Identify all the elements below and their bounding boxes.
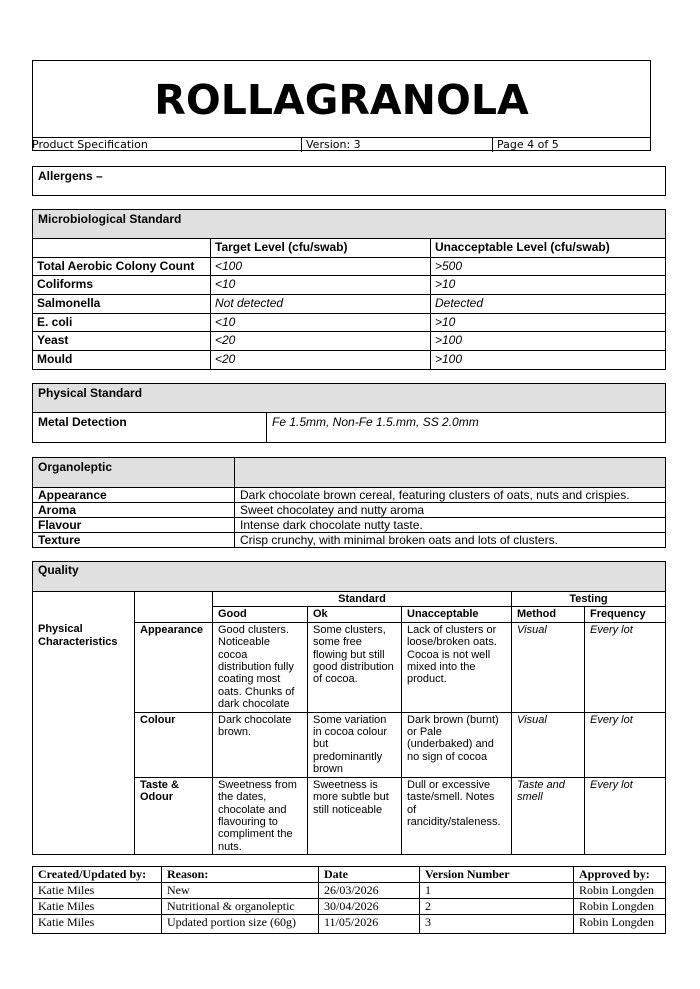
table-row bbox=[33, 899, 666, 915]
approved-by: Robin Longden bbox=[574, 899, 666, 915]
target-value: <10 bbox=[211, 276, 431, 295]
version-number: 3 bbox=[420, 915, 574, 934]
quality-table bbox=[32, 561, 666, 855]
unacceptable-criteria: Dull or excessive taste/smell. Notes of rancidity/staleness. bbox=[402, 777, 512, 854]
section-title: Microbiological Standard bbox=[33, 210, 666, 239]
table-row bbox=[33, 883, 666, 899]
section-title: Physical Standard bbox=[33, 384, 666, 413]
brand-logo: ROLLAGRANOLA bbox=[154, 76, 529, 124]
col-unacceptable: Unacceptable bbox=[402, 607, 512, 622]
reason: Updated portion size (60g) bbox=[162, 915, 319, 934]
table-row bbox=[33, 533, 666, 548]
col-ok: Ok bbox=[308, 607, 402, 622]
col-header-unacceptable: Unacceptable Level (cfu/swab) bbox=[431, 239, 666, 258]
testing-header: Testing bbox=[512, 592, 666, 607]
section-title-blank bbox=[235, 458, 666, 488]
row-label: Taste & Odour bbox=[135, 777, 213, 854]
target-value: <20 bbox=[211, 351, 431, 370]
metal-detection-label: Metal Detection bbox=[33, 413, 267, 443]
doc-type: Product Specification bbox=[32, 137, 302, 152]
good-criteria: Good clusters. Noticeable cocoa distribution fully coating most oats. Chunks of dark chocolate bbox=[213, 622, 308, 712]
good-criteria: Sweetness from the dates, chocolate and flavouring to compliment the nuts. bbox=[213, 777, 308, 854]
date: 26/03/2026 bbox=[319, 883, 420, 899]
table-row bbox=[33, 622, 666, 712]
target-value: <10 bbox=[211, 313, 431, 332]
row-label: Yeast bbox=[33, 332, 211, 351]
date: 11/05/2026 bbox=[319, 915, 420, 934]
allergens-section: Allergens – bbox=[32, 166, 666, 196]
unacceptable-criteria: Lack of clusters or loose/broken oats. Cocoa is not well mixed into the product. bbox=[402, 622, 512, 712]
row-label: Mould bbox=[33, 351, 211, 370]
unacceptable-value: Detected bbox=[431, 295, 666, 314]
row-value: Dark chocolate brown cereal, featuring clusters of oats, nuts and crispies. bbox=[235, 488, 666, 503]
organoleptic-table bbox=[32, 457, 666, 548]
row-value: Sweet chocolatey and nutty aroma bbox=[235, 503, 666, 518]
target-value: Not detected bbox=[211, 295, 431, 314]
table-row bbox=[33, 313, 666, 332]
frequency-value: Every lot bbox=[585, 777, 666, 854]
table-row bbox=[33, 295, 666, 314]
header-blank bbox=[135, 592, 213, 623]
approved-by: Robin Longden bbox=[574, 883, 666, 899]
col-header-target: Target Level (cfu/swab) bbox=[211, 239, 431, 258]
ok-criteria: Some variation in cocoa colour but predominantly brown bbox=[308, 712, 402, 777]
header-info-row bbox=[32, 137, 651, 152]
method-value: Taste and smell bbox=[512, 777, 585, 854]
document-header bbox=[32, 60, 651, 151]
method-value: Visual bbox=[512, 622, 585, 712]
microbiological-table bbox=[32, 209, 666, 370]
table-row bbox=[33, 351, 666, 370]
date: 30/04/2026 bbox=[319, 899, 420, 915]
row-value: Intense dark chocolate nutty taste. bbox=[235, 518, 666, 533]
row-label: Aroma bbox=[33, 503, 235, 518]
unacceptable-value: >500 bbox=[431, 257, 666, 276]
table-row bbox=[33, 503, 666, 518]
row-label: E. coli bbox=[33, 313, 211, 332]
created-by: Katie Miles bbox=[33, 899, 162, 915]
method-value: Visual bbox=[512, 712, 585, 777]
approved-by: Robin Longden bbox=[574, 915, 666, 934]
target-value: <100 bbox=[211, 257, 431, 276]
group-label: Physical Characteristics bbox=[33, 622, 135, 854]
col-header-date: Date bbox=[319, 867, 420, 883]
row-label: Coliforms bbox=[33, 276, 211, 295]
version-number: 2 bbox=[420, 899, 574, 915]
physical-standard-table bbox=[32, 383, 666, 443]
ok-criteria: Sweetness is more subtle but still noticeable bbox=[308, 777, 402, 854]
table-row bbox=[33, 257, 666, 276]
created-by: Katie Miles bbox=[33, 915, 162, 934]
revision-history-table bbox=[32, 866, 666, 934]
unacceptable-value: >100 bbox=[431, 332, 666, 351]
unacceptable-value: >10 bbox=[431, 276, 666, 295]
created-by: Katie Miles bbox=[33, 883, 162, 899]
row-label: Texture bbox=[33, 533, 235, 548]
table-row bbox=[33, 276, 666, 295]
section-title: Organoleptic bbox=[33, 458, 235, 488]
version-label: Version: 3 bbox=[302, 137, 493, 152]
row-label: Appearance bbox=[33, 488, 235, 503]
table-row bbox=[33, 488, 666, 503]
table-row bbox=[33, 915, 666, 934]
standard-header: Standard bbox=[213, 592, 512, 607]
col-method: Method bbox=[512, 607, 585, 622]
header-blank bbox=[33, 592, 135, 623]
ok-criteria: Some clusters, some free flowing but still good distribution of cocoa. bbox=[308, 622, 402, 712]
table-row bbox=[33, 518, 666, 533]
col-header-approved-by: Approved by: bbox=[574, 867, 666, 883]
target-value: <20 bbox=[211, 332, 431, 351]
table-header-blank bbox=[33, 239, 211, 258]
col-good: Good bbox=[213, 607, 308, 622]
frequency-value: Every lot bbox=[585, 622, 666, 712]
version-number: 1 bbox=[420, 883, 574, 899]
row-label: Colour bbox=[135, 712, 213, 777]
row-label: Salmonella bbox=[33, 295, 211, 314]
col-header-reason: Reason: bbox=[162, 867, 319, 883]
metal-detection-value: Fe 1.5mm, Non-Fe 1.5.mm, SS 2.0mm bbox=[267, 413, 666, 443]
frequency-value: Every lot bbox=[585, 712, 666, 777]
unacceptable-criteria: Dark brown (burnt) or Pale (underbaked) and no sign of cocoa bbox=[402, 712, 512, 777]
table-row bbox=[33, 332, 666, 351]
reason: New bbox=[162, 883, 319, 899]
col-frequency: Frequency bbox=[585, 607, 666, 622]
col-header-version: Version Number bbox=[420, 867, 574, 883]
col-header-created-by: Created/Updated by: bbox=[33, 867, 162, 883]
row-label: Flavour bbox=[33, 518, 235, 533]
unacceptable-value: >10 bbox=[431, 313, 666, 332]
page-number: Page 4 of 5 bbox=[493, 137, 651, 152]
section-title: Quality bbox=[33, 562, 666, 592]
row-label: Appearance bbox=[135, 622, 213, 712]
good-criteria: Dark chocolate brown. bbox=[213, 712, 308, 777]
row-value: Crisp crunchy, with minimal broken oats and lots of clusters. bbox=[235, 533, 666, 548]
reason: Nutritional & organoleptic bbox=[162, 899, 319, 915]
row-label: Total Aerobic Colony Count bbox=[33, 257, 211, 276]
unacceptable-value: >100 bbox=[431, 351, 666, 370]
